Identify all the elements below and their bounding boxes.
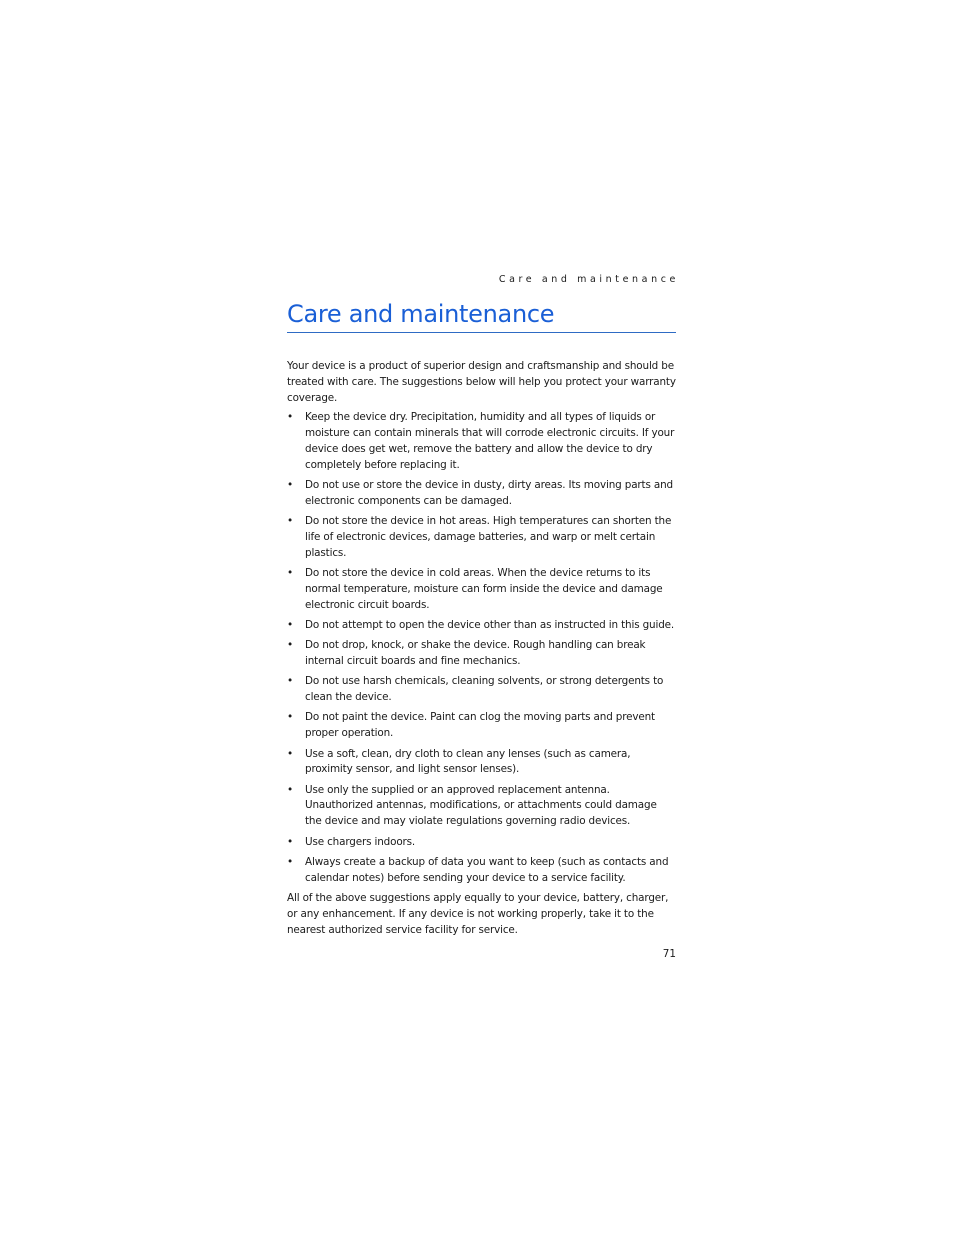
bullet-icon: • [287,711,293,724]
closing-paragraph: All of the above suggestions apply equally to your device, battery, charger, or any enhancement. If any device is not working properly, take it to the nearest authorized service facility for service. [287,891,669,936]
list-item [287,566,676,613]
bullet-icon: • [287,515,293,528]
body-text [287,359,676,938]
bullet-icon: • [287,747,293,760]
chapter-title: Care and maintenance [287,298,676,333]
list-item-text: Use only the supplied or an approved replacement antenna. Unauthorized antennas, modifications, or attachments could damage the device and may violate regulations governing radio devices. [305,783,657,828]
list-item-text: Always create a backup of data you want to keep (such as contacts and calendar notes) before sending your device to a service facility. [305,855,669,884]
list-item-text: Do not paint the device. Paint can clog the moving parts and prevent proper operation. [305,711,655,740]
bullet-icon: • [287,783,293,796]
list-item-text: Do not store the device in hot areas. High temperatures can shorten the life of electronic devices, damage batteries, and warp or melt certain plastics. [305,515,672,559]
bullet-icon: • [287,567,293,580]
care-bullet-list [287,410,676,886]
list-item [287,783,676,830]
list-item [287,747,676,779]
bullet-icon: • [287,618,293,631]
list-item-text: Use a soft, clean, dry cloth to clean any lenses (such as camera, proximity sensor, and light sensor lenses). [305,747,631,776]
list-item-text: Do not use harsh chemicals, cleaning solvents, or strong detergents to clean the device. [305,675,664,704]
bullet-icon: • [287,411,293,424]
intro-paragraph: Your device is a product of superior design and craftsmanship and should be treated with care. The suggestions below will help you protect your warranty coverage. [287,360,676,404]
list-item [287,835,676,851]
bullet-icon: • [287,835,293,848]
list-item-text: Do not attempt to open the device other than as instructed in this guide. [305,618,675,631]
bullet-icon: • [287,639,293,652]
list-item [287,514,676,561]
bullet-icon: • [287,855,293,868]
list-item-text: Do not drop, knock, or shake the device. Rough handling can break internal circuit boards and fine mechanics. [305,639,646,668]
list-item [287,478,676,510]
list-item [287,674,676,706]
list-item [287,710,676,742]
list-item [287,638,676,670]
list-item [287,618,676,634]
list-item-text: Use chargers indoors. [305,835,416,848]
bullet-icon: • [287,479,293,492]
list-item [287,410,676,473]
document-page [287,272,679,938]
page-number: 71 [662,948,676,960]
list-item-text: Do not store the device in cold areas. When the device returns to its normal temperature, moisture can form inside the device and damage electronic circuit boards. [305,567,663,611]
list-item-text: Keep the device dry. Precipitation, humidity and all types of liquids or moisture can contain minerals that will corrode electronic circuits. If your device does get wet, remove the battery and allow the device to dry completely before replacing it. [305,411,675,471]
bullet-icon: • [287,675,293,688]
list-item [287,855,676,887]
running-header: Care and maintenance [498,274,679,285]
list-item-text: Do not use or store the device in dusty, dirty areas. Its moving parts and electronic components can be damaged. [305,479,673,507]
